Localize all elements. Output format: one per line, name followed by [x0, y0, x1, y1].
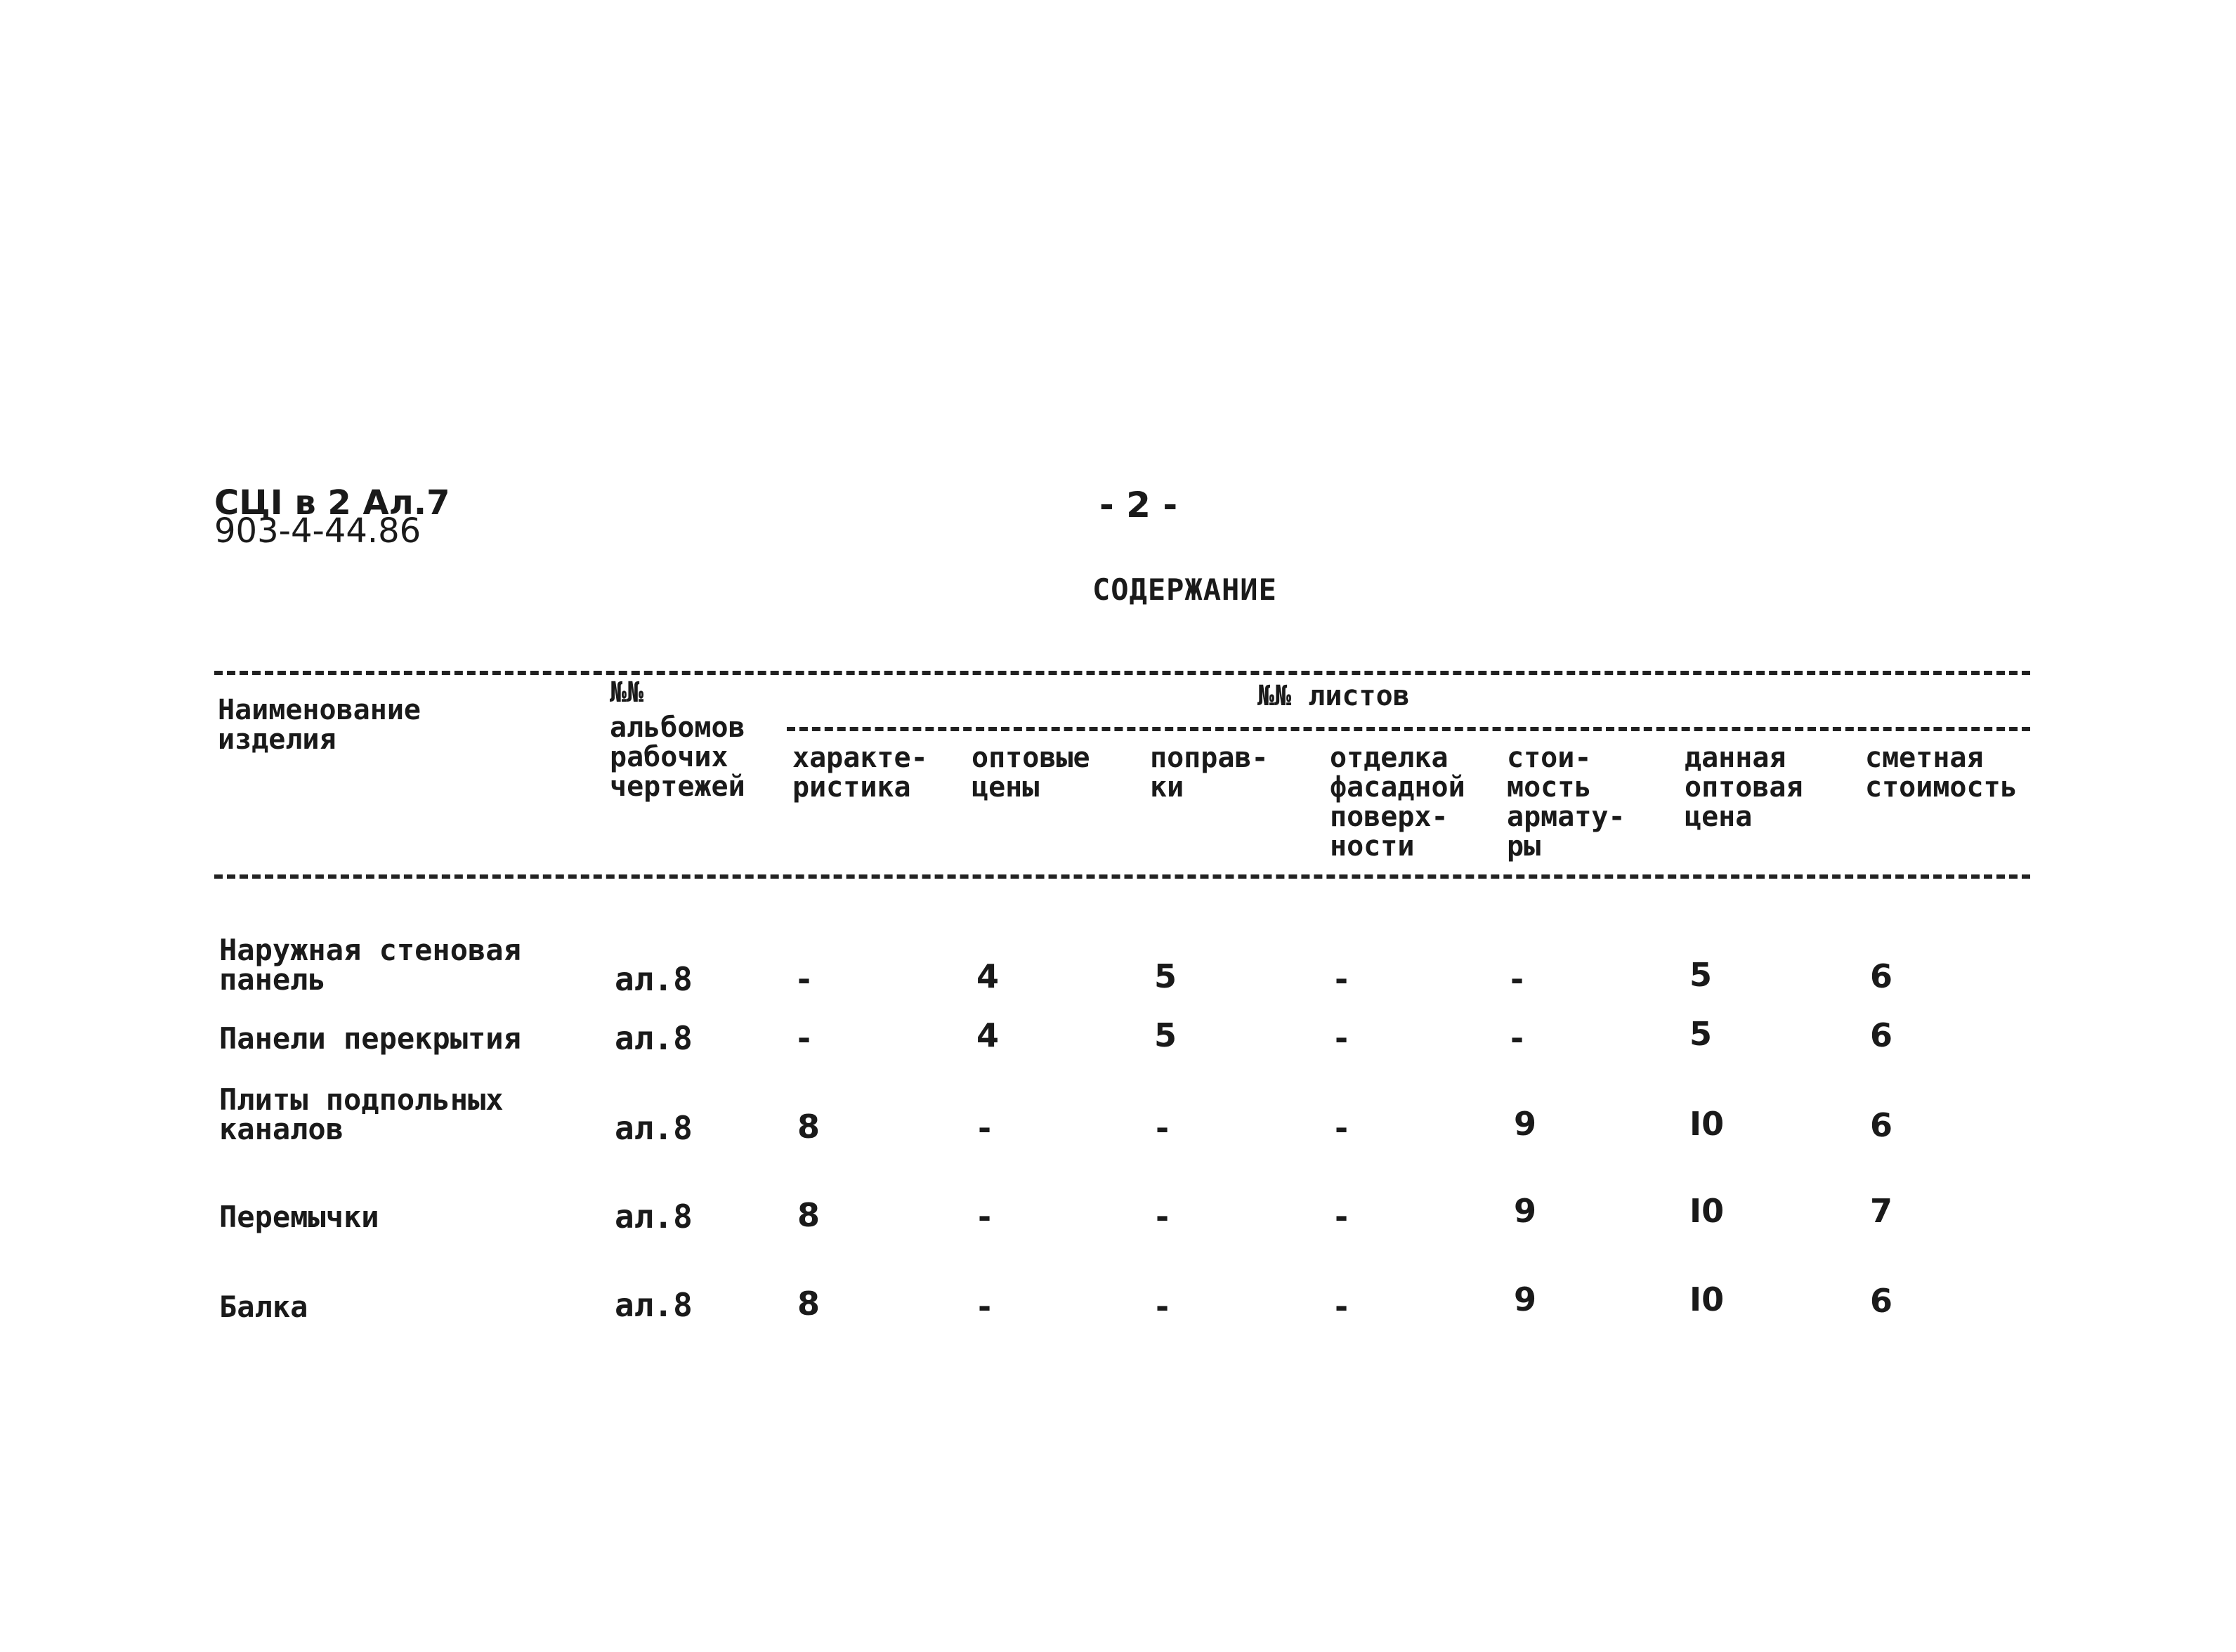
row-5-corrections: - — [1156, 1287, 1170, 1325]
row-2-given-wholesale-price: 5 — [1689, 1015, 1713, 1053]
header-wholesale-prices: оптовые цены — [972, 742, 1090, 804]
row-4-characteristic: 8 — [797, 1196, 820, 1234]
row-5-estimated-cost: 6 — [1870, 1282, 1893, 1320]
row-2-album: ал.8 — [615, 1019, 693, 1057]
row-1-album: ал.8 — [615, 960, 693, 998]
document-code-line2: 903-4-44.86 — [214, 511, 421, 551]
row-1-corrections: 5 — [1154, 957, 1177, 995]
row-4-given-wholesale-price: I0 — [1689, 1192, 1725, 1230]
header-sheets-group: №№ листов — [1257, 680, 1410, 712]
row-5-wholesale-prices: - — [978, 1287, 992, 1325]
row-4-corrections: - — [1156, 1198, 1170, 1235]
row-3-album: ал.8 — [615, 1109, 693, 1147]
row-3-characteristic: 8 — [797, 1108, 820, 1146]
table-subheader-rule — [787, 727, 2030, 731]
row-2-corrections: 5 — [1154, 1016, 1177, 1054]
row-3-wholesale-prices: - — [978, 1109, 992, 1147]
row-5-facade-finish: - — [1335, 1287, 1349, 1325]
row-2-facade-finish: - — [1335, 1019, 1349, 1057]
table-top-rule — [214, 671, 2030, 675]
row-1-given-wholesale-price: 5 — [1689, 956, 1713, 994]
row-1-characteristic: - — [797, 960, 811, 998]
header-albums: альбомов рабочих чертежей — [610, 712, 745, 803]
row-5-album: ал.8 — [615, 1286, 693, 1324]
row-3-reinforcement-cost: 9 — [1514, 1105, 1537, 1143]
row-4-name: Перемычки — [219, 1200, 379, 1234]
row-1-name: Наружная стеновая панель — [219, 933, 521, 997]
row-1-estimated-cost: 6 — [1870, 957, 1893, 995]
header-given-wholesale-price: данная оптовая цена — [1685, 742, 1803, 833]
page-number: - 2 - — [1099, 485, 1178, 525]
row-5-given-wholesale-price: I0 — [1689, 1280, 1725, 1318]
row-2-characteristic: - — [797, 1019, 811, 1057]
header-facade-finish: отделка фасадной поверх- ности — [1330, 742, 1465, 863]
row-3-corrections: - — [1156, 1109, 1170, 1147]
row-5-name: Балка — [219, 1290, 308, 1324]
header-estimated-cost: сметная стоимость — [1865, 742, 2018, 804]
document-code-line1: СЦI в 2 Ал.7 — [214, 483, 450, 523]
row-1-wholesale-prices: 4 — [976, 957, 1000, 995]
row-3-given-wholesale-price: I0 — [1689, 1105, 1725, 1143]
row-4-reinforcement-cost: 9 — [1514, 1192, 1537, 1230]
row-1-facade-finish: - — [1335, 960, 1349, 998]
row-5-characteristic: 8 — [797, 1285, 820, 1323]
row-5-reinforcement-cost: 9 — [1514, 1280, 1537, 1318]
header-characteristic: характе- ристика — [792, 742, 928, 804]
table-header-bottom-rule — [214, 874, 2030, 879]
row-3-facade-finish: - — [1335, 1109, 1349, 1147]
row-4-wholesale-prices: - — [978, 1198, 992, 1235]
header-product-name: Наименование изделия — [218, 694, 421, 756]
row-1-reinforcement-cost: - — [1510, 960, 1524, 998]
row-3-name: Плиты подпольных каналов — [219, 1082, 504, 1146]
row-2-wholesale-prices: 4 — [976, 1016, 1000, 1054]
row-4-album: ал.8 — [615, 1198, 693, 1235]
header-album-numbers: №№ — [610, 676, 644, 709]
page-title: СОДЕРЖАНИЕ — [1092, 572, 1277, 607]
row-3-estimated-cost: 6 — [1870, 1106, 1893, 1144]
row-2-name: Панели перекрытия — [219, 1021, 521, 1056]
header-corrections: поправ- ки — [1150, 742, 1269, 804]
header-reinforcement-cost: стои- мость армату- ры — [1507, 742, 1626, 863]
row-4-facade-finish: - — [1335, 1198, 1349, 1235]
row-4-estimated-cost: 7 — [1870, 1192, 1893, 1230]
row-2-reinforcement-cost: - — [1510, 1019, 1524, 1057]
row-2-estimated-cost: 6 — [1870, 1016, 1893, 1054]
